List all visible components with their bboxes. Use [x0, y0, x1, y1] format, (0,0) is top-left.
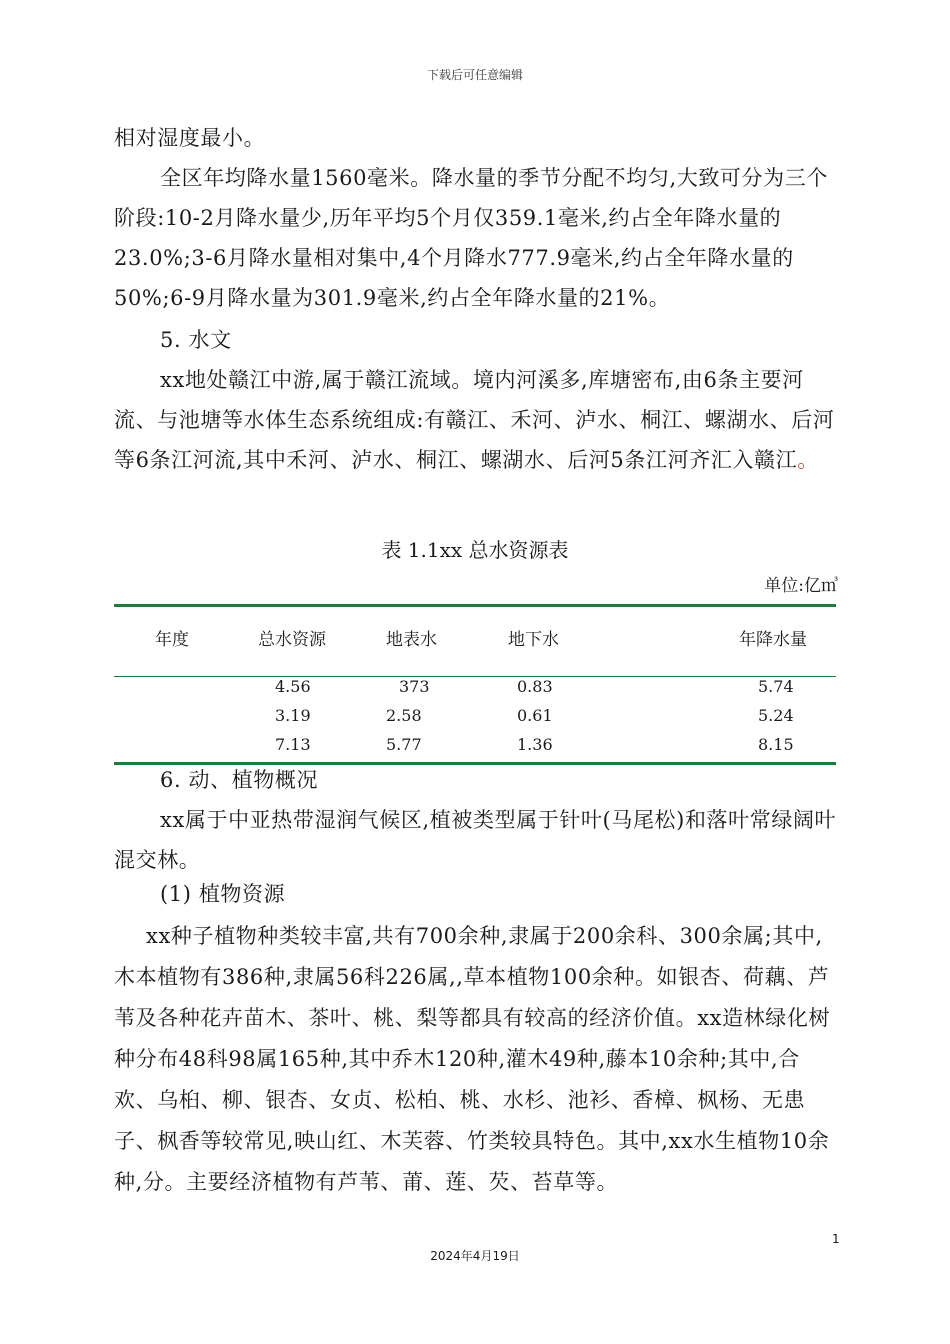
table-cell: 5.74	[758, 677, 794, 696]
heading-flora-fauna: 6. 动、植物概况	[160, 768, 319, 792]
table-cell: 1.36	[517, 735, 553, 754]
table-cell: 7.13	[275, 735, 311, 754]
table-unit: 单位:亿㎥	[764, 576, 838, 596]
table-caption: 表 1.1xx 总水资源表	[381, 538, 569, 562]
table-header-ground: 地下水	[508, 630, 559, 650]
table-cell: 2.58	[386, 706, 422, 725]
page-header: 下载后可任意编辑	[426, 68, 523, 82]
page-number: 1	[832, 1232, 840, 1246]
paragraph-plants: xx种子植物种类较丰富,共有700余种,隶属于200余科、300余属;其中,木本植物有386种,隶属56科226属,,草本植物100余种。如银杏、荷藕、芦苇及各种花卉苗木、茶叶、桃、梨等都具有较高的经济价值。xx造林绿化树种分布48科98属165种,其中乔木120种,灌木49种,藤本10余种;其中,合欢、乌桕、柳、银杏、女贞、松柏、桃、水杉、池衫、香樟、枫杨、无患子、枫香等较常见,映山红、木芙蓉、竹类较具特色。其中,xx水生植物10余种,分。主要经济植物有芦苇、莆、莲、芡、苔草等。	[114, 924, 831, 1194]
table-header-year: 年度	[155, 630, 189, 650]
table-header-total: 总水资源	[258, 630, 326, 650]
heading-plant-resources: (1) 植物资源	[160, 882, 286, 906]
paragraph-hydrology	[114, 360, 840, 480]
table-header-rule	[114, 676, 836, 677]
table-header-surface: 地表水	[386, 630, 437, 650]
table-cell: 0.61	[517, 706, 553, 725]
paragraph-humidity: 相对湿度最小。	[114, 126, 266, 150]
paragraph-vegetation: xx属于中亚热带湿润气候区,植被类型属于针叶(马尾松)和落叶常绿阔叶混交林。	[114, 808, 837, 872]
footer-date: 2024年4月19日	[430, 1249, 520, 1263]
heading-hydrology: 5. 水文	[160, 328, 232, 352]
table-cell: 0.83	[517, 677, 553, 696]
paragraph-precipitation: 全区年均降水量1560毫米。降水量的季节分配不均匀,大致可分为三个阶段:10-2月降水量少,历年平均5个月仅359.1毫米,约占全年降水量的23.0%;3-6月降水量相对集中,4个月降水777.9毫米,约占全年降水量的50%;6-9月降水量为301.9毫米,约占全年降水量的21%。	[114, 166, 828, 310]
table-cell: 373	[399, 677, 430, 696]
table-cell: 8.15	[758, 735, 794, 754]
table-cell: 5.77	[386, 735, 422, 754]
table-cell: 3.19	[275, 706, 311, 725]
table-header-rainfall: 年降水量	[739, 630, 807, 650]
paragraph-hydrology-end: 。	[797, 448, 819, 472]
table-top-rule	[114, 604, 836, 607]
paragraph-hydrology-text: xx地处赣江中游,属于赣江流域。境内河溪多,库塘密布,由6条主要河流、与池塘等水体生态系统组成:有赣江、禾河、泸水、桐江、螺湖水、后河等6条江河流,其中禾河、泸水、桐江、螺湖水、后河5条江河齐汇入赣江	[114, 368, 835, 472]
table-cell: 4.56	[275, 677, 311, 696]
table-cell: 5.24	[758, 706, 794, 725]
